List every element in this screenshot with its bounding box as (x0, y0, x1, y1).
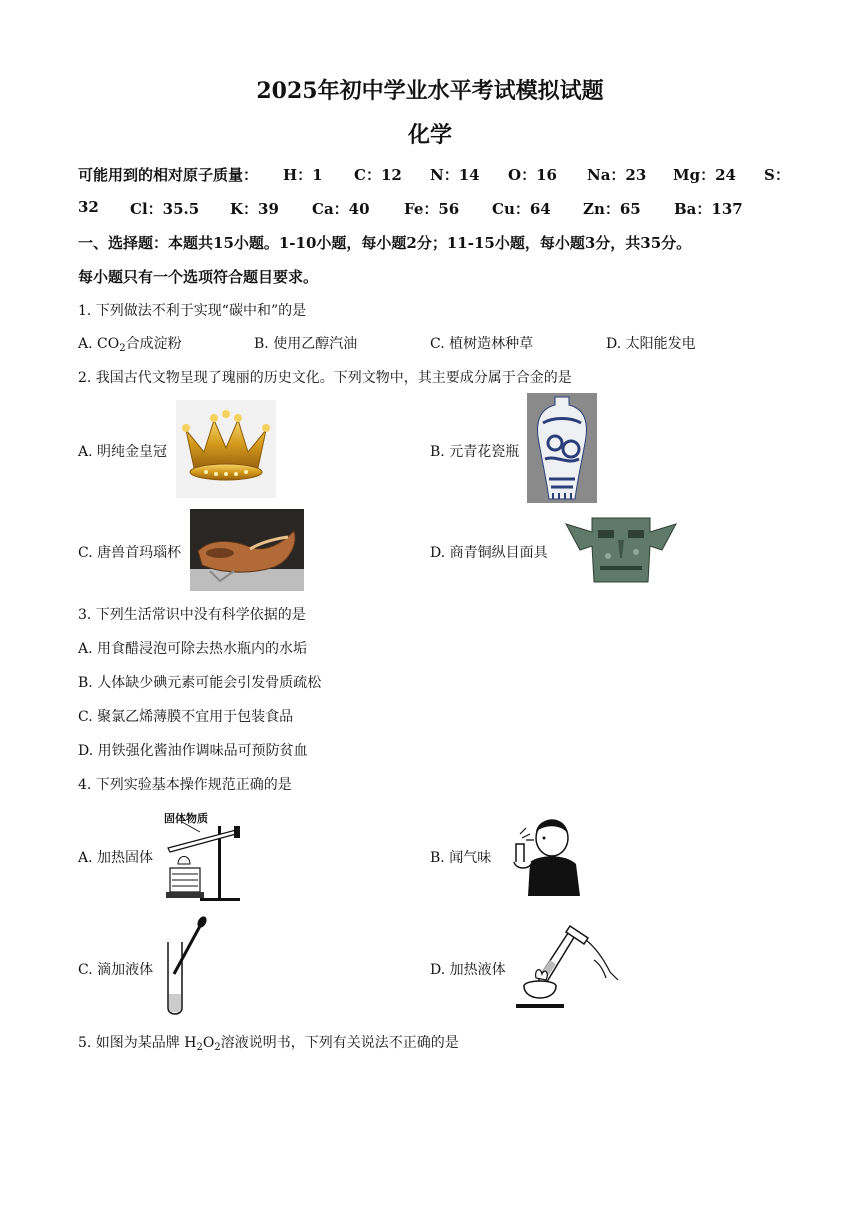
atomic-mass-h: H：1 (283, 166, 323, 184)
atomic-mass-ba: Ba：137 (674, 200, 743, 218)
q4-stem: 4. 下列实验基本操作规范正确的是 (78, 777, 292, 793)
atomic-mass-n: N：14 (430, 166, 480, 184)
atomic-mass-cu: Cu：64 (492, 200, 551, 218)
q3-stem: 3. 下列生活常识中没有科学依据的是 (78, 607, 306, 623)
heating-solid-apparatus-image (160, 808, 242, 904)
atomic-mass-zn: Zn：65 (583, 200, 641, 218)
solid-substance-label: 固体物质 (164, 812, 208, 825)
q4-option-d: D. 加热液体 (430, 962, 506, 978)
q3-option-c: C. 聚氯乙烯薄膜不宜用于包装食品 (78, 709, 294, 725)
atomic-mass-s: S： (764, 166, 790, 184)
atomic-mass-o: O：16 (508, 166, 557, 184)
section-heading-line2: 每小题只有一个选项符合题目要求。 (78, 268, 319, 286)
atomic-mass-ca: Ca：40 (312, 200, 370, 218)
subject-title: 化学 (407, 122, 452, 148)
dropping-liquid-image (160, 914, 210, 1018)
exam-title: 2025年初中学业水平考试模拟试题 (256, 78, 604, 104)
atomic-mass-fe: Fe：56 (404, 200, 460, 218)
q4-option-c: C. 滴加液体 (78, 962, 154, 978)
atomic-mass-c: C：12 (354, 166, 402, 184)
agate-cup-image (190, 509, 304, 591)
q5-stem: 5. 如图为某品牌 $H_2O_2$溶液说明书，下列有关说法不正确的是 (78, 1035, 459, 1053)
q3-option-a: A. 用食醋浸泡可除去热水瓶内的水垢 (78, 641, 308, 657)
q3-option-b: B. 人体缺少碘元素可能会引发骨质疏松 (78, 675, 322, 691)
atomic-mass-label: 可能用到的相对原子质量： (78, 166, 259, 184)
atomic-mass-k: K：39 (230, 200, 279, 218)
q2-option-a: A. 明纯金皇冠 (78, 444, 168, 460)
heating-liquid-image (510, 920, 624, 1014)
smelling-gas-image (500, 810, 582, 896)
porcelain-vase-image (527, 393, 597, 503)
gold-crown-image (176, 400, 276, 498)
atomic-mass-s-value: 32 (78, 198, 99, 216)
q1-option-b: B. 使用乙醇汽油 (254, 336, 358, 352)
bronze-mask-image (562, 512, 680, 586)
q1-option-a: A. $CO_2$合成淀粉 (78, 336, 182, 354)
q2-option-c: C. 唐兽首玛瑙杯 (78, 545, 182, 561)
section-heading-line1: 一、选择题：本题共15小题。1-10小题，每小题2分；11-15小题，每小题3分，共35分。 (78, 234, 692, 252)
q3-option-d: D. 用铁强化酱油作调味品可预防贫血 (78, 743, 308, 759)
q2-stem: 2. 我国古代文物呈现了瑰丽的历史文化。下列文物中，其主要成分属于合金的是 (78, 370, 572, 386)
q1-stem: 1. 下列做法不利于实现“碳中和”的是 (78, 303, 307, 319)
atomic-mass-na: Na：23 (587, 166, 647, 184)
q4-option-b: B. 闻气味 (430, 850, 492, 866)
q1-option-d: D. 太阳能发电 (606, 336, 696, 352)
atomic-mass-mg: Mg：24 (673, 166, 736, 184)
q4-option-a: A. 加热固体 (78, 850, 154, 866)
q2-option-d: D. 商青铜纵目面具 (430, 545, 548, 561)
atomic-mass-cl: Cl：35.5 (130, 200, 200, 218)
q1-option-c: C. 植树造林种草 (430, 336, 534, 352)
q2-option-b: B. 元青花瓷瓶 (430, 444, 520, 460)
